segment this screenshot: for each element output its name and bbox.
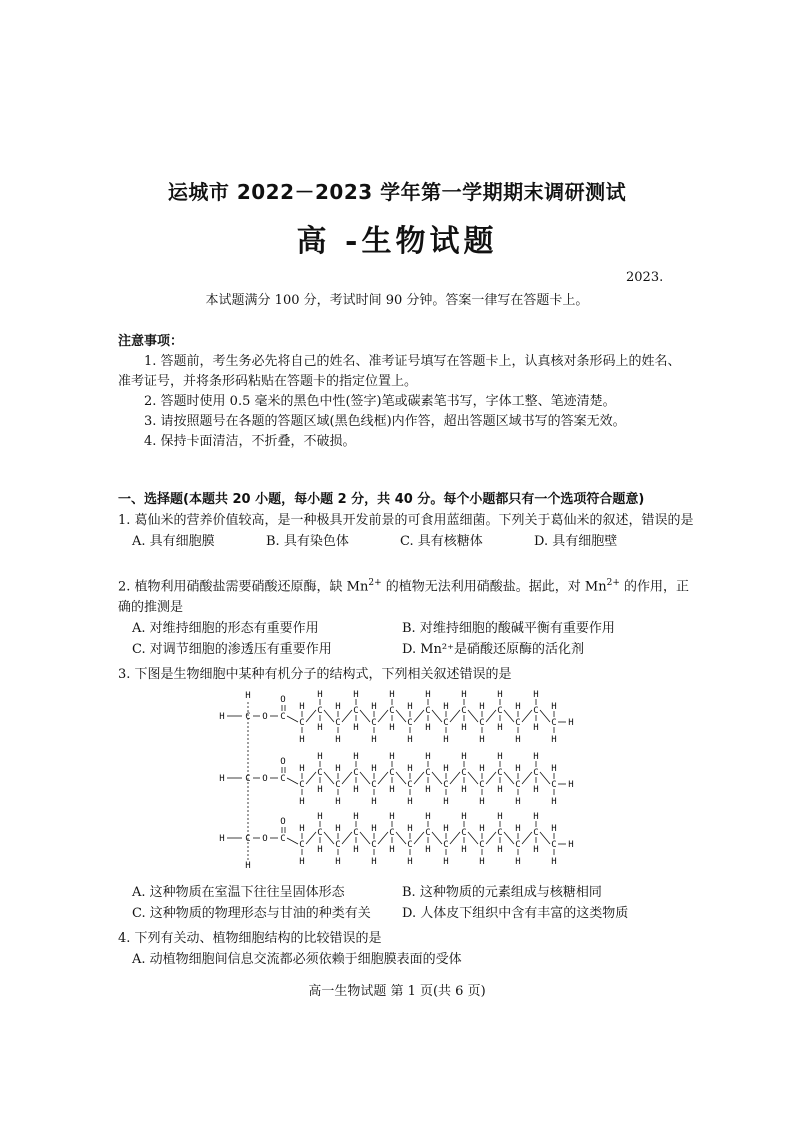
atom-c: C [335, 718, 341, 728]
atom-h: H [407, 764, 413, 774]
chain-bond-line [522, 832, 532, 844]
atom-h: H [219, 712, 225, 722]
atom-h: H [497, 845, 503, 855]
atom-h: H [443, 797, 449, 807]
atom-c: C [515, 780, 521, 790]
atom-h: H [407, 824, 413, 834]
atom-h: H [389, 752, 395, 762]
chain-bond-line [432, 710, 442, 722]
chain-bond-line [287, 716, 298, 722]
atom-h: H [317, 785, 323, 795]
options-row [118, 882, 698, 903]
chain-bond-line [522, 772, 532, 784]
exam-subtitle: 高 -生物试题 [296, 224, 498, 259]
option-c: C. 对调节细胞的渗透压有重要作用 [132, 642, 332, 658]
option-c: C. 这种物质的物理形态与甘油的种类有关 [132, 906, 371, 921]
question-1 [118, 510, 698, 552]
chain-bond-line [504, 832, 514, 844]
atom-h: H [389, 723, 395, 733]
atom-h: H [461, 845, 467, 855]
chain-bond-line [450, 710, 460, 722]
chain-bond-line [486, 832, 496, 844]
atom-c: C [245, 774, 251, 784]
atom-h: H [335, 857, 341, 867]
notice-heading: 注意事项： [118, 334, 184, 349]
atom-h: H [551, 824, 557, 834]
atom-h: H [551, 702, 557, 712]
option-d: D. 具有细胞壁 [534, 534, 618, 549]
exam-date: 2023. [626, 270, 664, 285]
atom-h: H [479, 857, 485, 867]
atom-c: C [515, 840, 521, 850]
chain-bond-line [396, 710, 406, 722]
atom-h: H [317, 690, 323, 700]
atom-h: H [497, 723, 503, 733]
atom-h: H [497, 785, 503, 795]
chain-bond-line [360, 772, 370, 784]
atom-c: C [497, 706, 503, 716]
atom-h: H [443, 824, 449, 834]
atom-h: H [299, 764, 305, 774]
chain-bond-line [486, 772, 496, 784]
atom-c: C [497, 828, 503, 838]
atom-c: C [299, 840, 305, 850]
question-2 [118, 573, 698, 660]
option-b: B. 这种物质的元素组成与核糖相同 [402, 885, 602, 900]
atom-h: H [407, 702, 413, 712]
atom-c: C [353, 768, 359, 778]
atom-h: H [317, 812, 323, 822]
atom-h: H [299, 824, 305, 834]
atom-h: H [353, 752, 359, 762]
atom-c: C [407, 780, 413, 790]
atom-h: H [371, 824, 377, 834]
atom-h: H [533, 785, 539, 795]
atom-h: H [245, 691, 251, 701]
notice-item: 3. 请按照题号在各题的答题区域(黑色线框)内作答，超出答题区域书写的答案无效。 [144, 414, 626, 429]
question-stem [118, 573, 698, 618]
chain-bond-line [378, 710, 388, 722]
atom-c: C [299, 718, 305, 728]
exam-instructions: 本试题满分 100 分，考试时间 90 分钟。答案一律写在答题卡上。 [205, 293, 589, 308]
atom-c: C [317, 706, 323, 716]
atom-h: H [371, 702, 377, 712]
atom-h: H [299, 797, 305, 807]
atom-h: H [497, 752, 503, 762]
options-row [118, 531, 698, 552]
atom-h: H [568, 840, 574, 850]
atom-c: C [389, 768, 395, 778]
atom-h: H [353, 812, 359, 822]
atom-c: C [443, 840, 449, 850]
atom-c: C [280, 774, 286, 784]
stem-part: 的作用，正确的推测是 [118, 579, 690, 616]
chain-bond-line [378, 832, 388, 844]
chain-bond-line [324, 832, 334, 844]
chain-bond-line [450, 832, 460, 844]
atom-h: H [568, 718, 574, 728]
chain-bond-line [432, 832, 442, 844]
atom-c: C [245, 834, 251, 844]
atom-c: C [280, 712, 286, 722]
chain-bond-line [450, 772, 460, 784]
atom-h: H [389, 785, 395, 795]
atom-c: C [389, 828, 395, 838]
superscript: 2+ [368, 578, 382, 588]
atom-h: H [461, 723, 467, 733]
option-a: A. 对维持细胞的形态有重要作用 [132, 621, 319, 637]
chain-bond-line [540, 832, 550, 844]
atom-h: H [533, 723, 539, 733]
atom-h: H [299, 857, 305, 867]
atom-h: H [443, 857, 449, 867]
atom-c: C [533, 768, 539, 778]
atom-c: C [461, 706, 467, 716]
option-a: A. 这种物质在室温下往往呈固体形态 [132, 885, 345, 900]
exam-title: 运城市 2022－2023 学年第一学期期末调研测试 [167, 180, 627, 204]
atom-h: H [425, 785, 431, 795]
atom-h: H [497, 690, 503, 700]
option-c: C. 具有核糖体 [400, 534, 483, 549]
atom-o: O [280, 817, 286, 827]
question-3-options [118, 882, 698, 924]
atom-c: C [317, 828, 323, 838]
atom-h: H [335, 824, 341, 834]
atom-h: H [335, 797, 341, 807]
atom-c: C [461, 768, 467, 778]
chain-bond-line [396, 832, 406, 844]
stem-part: 2. 植物利用硝酸盐需要硝酸还原酶，缺 Mn [118, 579, 369, 595]
atom-c: C [461, 828, 467, 838]
atom-c: C [335, 840, 341, 850]
question-stem: 4. 下列有关动、植物细胞结构的比较错误的是 [118, 931, 382, 946]
chain-bond-line [414, 710, 424, 722]
atom-h: H [371, 764, 377, 774]
chain-bond-line [378, 772, 388, 784]
atom-h: H [568, 780, 574, 790]
question-3 [118, 664, 698, 685]
chain-bond-line [432, 772, 442, 784]
atom-h: H [407, 735, 413, 745]
chain-bond-line [486, 710, 496, 722]
chain-bond-line [468, 772, 478, 784]
chain-bond-line [468, 710, 478, 722]
chain-bond-line [360, 832, 370, 844]
section-heading: 一、选择题(本题共 20 小题，每小题 2 分，共 40 分。每个小题都只有一个选项符合题意) [118, 492, 645, 507]
atom-c: C [425, 828, 431, 838]
option-b: B. 对维持细胞的酸碱平衡有重要作用 [402, 621, 615, 637]
stem-part: 的植物无法利用硝酸盐。据此，对 Mn [381, 579, 607, 595]
chain-bond-line [287, 778, 298, 784]
atom-h: H [443, 702, 449, 712]
chain-bond-line [540, 772, 550, 784]
atom-c: C [551, 718, 557, 728]
page-footer: 高一生物试题 第 1 页(共 6 页) [308, 984, 486, 999]
atom-c: C [407, 718, 413, 728]
atom-h: H [533, 752, 539, 762]
atom-h: H [335, 735, 341, 745]
atom-h: H [299, 702, 305, 712]
chain-bond-line [342, 832, 352, 844]
atom-c: C [533, 706, 539, 716]
atom-c: C [371, 718, 377, 728]
chain-bond-line [306, 832, 316, 844]
atom-h: H [461, 812, 467, 822]
atom-c: C [299, 780, 305, 790]
atom-h: H [425, 845, 431, 855]
atom-c: C [353, 828, 359, 838]
atom-h: H [515, 764, 521, 774]
atom-h: H [533, 690, 539, 700]
atom-c: C [425, 768, 431, 778]
atom-c: C [479, 840, 485, 850]
atom-c: C [407, 840, 413, 850]
triglyceride-structure-diagram [214, 688, 584, 870]
atom-h: H [515, 824, 521, 834]
atom-h: H [461, 690, 467, 700]
atom-c: C [533, 828, 539, 838]
atom-c: C [353, 706, 359, 716]
options-row [118, 618, 698, 639]
atom-h: H [353, 785, 359, 795]
atom-c: C [280, 834, 286, 844]
atom-h: H [497, 812, 503, 822]
atom-h: H [317, 723, 323, 733]
atom-h: H [461, 752, 467, 762]
chain-bond-line [324, 710, 334, 722]
atom-h: H [371, 857, 377, 867]
atom-c: C [497, 768, 503, 778]
atom-c: C [371, 780, 377, 790]
atom-h: H [551, 764, 557, 774]
atom-h: H [353, 845, 359, 855]
atom-h: H [389, 845, 395, 855]
chain-bond-line [396, 772, 406, 784]
atom-c: C [551, 840, 557, 850]
atom-h: H [515, 857, 521, 867]
atom-h: H [479, 797, 485, 807]
chain-bond-line [306, 772, 316, 784]
atom-h: H [443, 764, 449, 774]
atom-h: H [371, 797, 377, 807]
chain-bond-line [522, 710, 532, 722]
atom-h: H [425, 690, 431, 700]
atom-h: H [551, 735, 557, 745]
atom-c: C [443, 780, 449, 790]
atom-o: O [262, 712, 268, 722]
atom-h: H [443, 735, 449, 745]
atom-h: H [335, 764, 341, 774]
atom-h: H [461, 785, 467, 795]
atom-h: H [299, 735, 305, 745]
atom-h: H [407, 857, 413, 867]
question-stem: 3. 下图是生物细胞中某种有机分子的结构式，下列相关叙述错误的是 [118, 667, 512, 682]
atom-h: H [551, 797, 557, 807]
chain-bond-line [504, 772, 514, 784]
chain-bond-line [342, 772, 352, 784]
atom-h: H [353, 690, 359, 700]
atom-o: O [280, 695, 286, 705]
atom-h: H [479, 824, 485, 834]
atom-c: C [335, 780, 341, 790]
chain-bond-line [306, 710, 316, 722]
atom-c: C [389, 706, 395, 716]
chain-bond-line [324, 772, 334, 784]
atom-h: H [425, 752, 431, 762]
notice-item: 4. 保持卡面清洁，不折叠，不破损。 [144, 434, 356, 449]
chain-bond-line [414, 772, 424, 784]
atom-h: H [389, 690, 395, 700]
atom-c: C [425, 706, 431, 716]
atom-h: H [479, 764, 485, 774]
option-a: A. 具有细胞膜 [132, 534, 215, 549]
atom-h: H [533, 845, 539, 855]
notice-list [118, 352, 688, 452]
atom-h: H [219, 774, 225, 784]
atom-h: H [353, 723, 359, 733]
chain-bond-line [342, 710, 352, 722]
question-stem: 1. 葛仙米的营养价值较高，是一种极具开发前景的可食用蓝细菌。下列关于葛仙米的叙述，错误的是 [118, 513, 694, 528]
option-d: D. Mn²⁺是硝酸还原酶的活化剂 [402, 642, 584, 658]
atom-h: H [407, 797, 413, 807]
atom-o: O [280, 757, 286, 767]
atom-h: H [515, 797, 521, 807]
atom-h: H [479, 735, 485, 745]
atom-c: C [515, 718, 521, 728]
atom-o: O [262, 834, 268, 844]
atom-c: C [317, 768, 323, 778]
atom-h: H [515, 735, 521, 745]
notice-item: 2. 答题时使用 0.5 毫米的黑色中性(签字)笔或碳素笔书写，字体工整、笔迹清楚。 [144, 394, 616, 409]
atom-h: H [245, 861, 251, 870]
chain-bond-line [540, 710, 550, 722]
question-4 [118, 928, 698, 970]
atom-h: H [371, 735, 377, 745]
options-row [118, 639, 698, 660]
option-b: B. 具有染色体 [266, 534, 349, 549]
molecule-diagram-content [219, 690, 573, 870]
atom-h: H [515, 702, 521, 712]
chain-bond-line [504, 710, 514, 722]
atom-c: C [245, 712, 251, 722]
atom-h: H [317, 845, 323, 855]
atom-c: C [551, 780, 557, 790]
chain-bond-line [468, 832, 478, 844]
option-a: A. 动植物细胞间信息交流都必须依赖于细胞膜表面的受体 [132, 952, 462, 967]
options-row [118, 903, 698, 924]
atom-h: H [425, 723, 431, 733]
chain-bond-line [360, 710, 370, 722]
atom-h: H [479, 702, 485, 712]
atom-h: H [425, 812, 431, 822]
atom-c: C [371, 840, 377, 850]
chain-bond-line [287, 838, 298, 844]
atom-c: C [443, 718, 449, 728]
atom-h: H [335, 702, 341, 712]
atom-c: C [479, 718, 485, 728]
atom-c: C [479, 780, 485, 790]
atom-o: O [262, 774, 268, 784]
chain-bond-line [414, 832, 424, 844]
atom-h: H [389, 812, 395, 822]
atom-h: H [533, 812, 539, 822]
atom-h: H [219, 834, 225, 844]
option-d: D. 人体皮下组织中含有丰富的这类物质 [402, 906, 629, 921]
superscript: 2+ [606, 578, 620, 588]
atom-h: H [317, 752, 323, 762]
atom-h: H [551, 857, 557, 867]
notice-item: 1. 答题前，考生务必先将自己的姓名、准考证号填写在答题卡上，认真核对条形码上的姓名、准考证号，并将条形码粘贴在答题卡的指定位置上。 [118, 354, 681, 389]
